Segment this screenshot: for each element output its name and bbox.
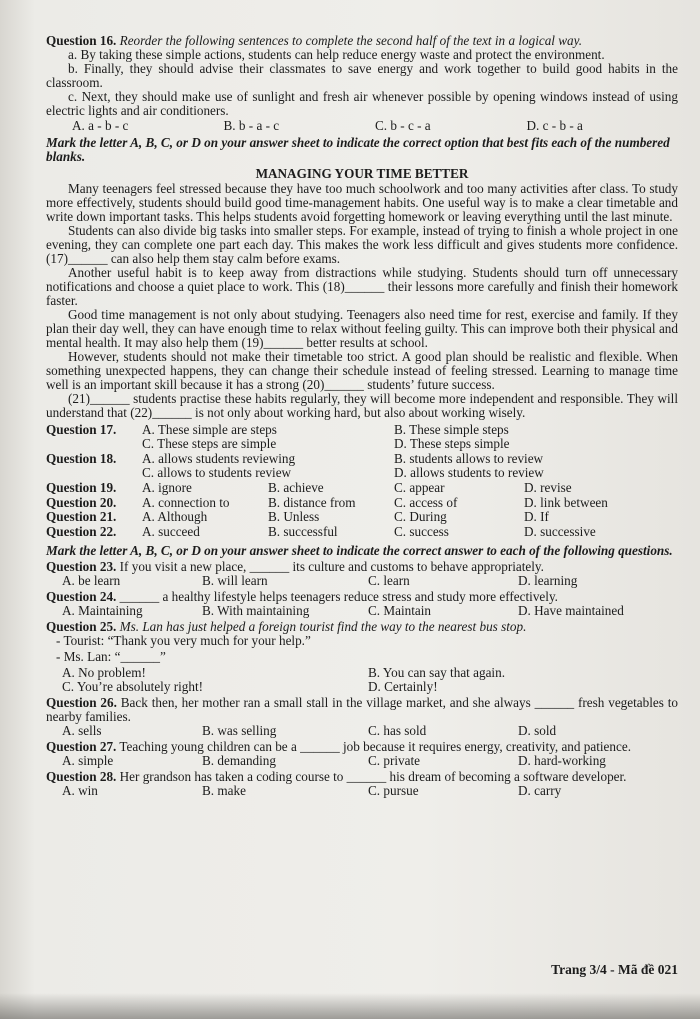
q19-option-c[interactable]: C. appear — [394, 479, 445, 495]
q18-option-c[interactable]: C. allows to students review — [142, 464, 292, 480]
passage-title: MANAGING YOUR TIME BETTER — [255, 165, 469, 181]
q16-heading — [46, 34, 678, 48]
q28-options — [46, 784, 678, 798]
q24-option-b[interactable]: B. With maintaining — [202, 603, 310, 619]
q16-instruction: Reorder the following sentences to complete the second half of the text in a logical way. — [119, 33, 583, 48]
q20-option-d[interactable]: D. link between — [524, 494, 608, 510]
q18-option-b[interactable]: B. students allows to review — [394, 450, 544, 466]
q23-option-b[interactable]: B. will learn — [202, 573, 268, 589]
q20-option-c[interactable]: C. access of — [394, 494, 458, 510]
q16-option-d[interactable]: D. c - b - a — [526, 117, 583, 133]
q28-option-d[interactable]: D. carry — [518, 783, 562, 799]
q19-option-b[interactable]: B. achieve — [268, 479, 324, 495]
instruction-questions: Mark the letter A, B, C, or D on your answer sheet to indicate the correct answer to each of the following questions. — [46, 543, 673, 559]
q26-label: Question 26. — [46, 695, 117, 711]
q24-option-a[interactable]: A. Maintaining — [62, 603, 143, 619]
q16-sentence-c: c. Next, they should make use of sunlight and fresh air whenever possible by opening windows instead of using electric lights and air conditioners. — [46, 88, 678, 118]
q25-label: Question 25. — [46, 619, 117, 635]
q23-text: If you visit a new place, ______ its culture and customs to behave appropriately. — [119, 559, 544, 575]
q17-block — [46, 423, 678, 451]
q28-stem — [46, 770, 678, 784]
q26-options — [46, 724, 678, 738]
passage-paragraph-1: Many teenagers feel stressed because they have too much schoolwork and too many activities after class. To study more effectively, students should build good time-management habits. One useful way is to make a clear timetable and write down important tasks. This helps students avoid forgetting homework or leaving everything until the last minute. — [46, 180, 678, 224]
q25-stem — [46, 620, 678, 634]
q17-label: Question 17. — [46, 421, 117, 437]
q21-option-b[interactable]: B. Unless — [268, 509, 320, 525]
q23-stem — [46, 560, 678, 574]
q18-label: Question 18. — [46, 450, 117, 466]
q20-option-b[interactable]: B. distance from — [268, 494, 356, 510]
q27-stem — [46, 740, 678, 754]
q16-option-c[interactable]: C. b - c - a — [375, 117, 431, 133]
q19-label: Question 19. — [46, 479, 117, 495]
q24-option-c[interactable]: C. Maintain — [368, 603, 432, 619]
q22-label: Question 22. — [46, 524, 117, 540]
q25-option-b[interactable]: B. You can say that again. — [368, 665, 505, 681]
q23-option-d[interactable]: D. learning — [518, 573, 578, 589]
q25-dialog-tourist: - Tourist: “Thank you very much for your help.” — [56, 633, 311, 649]
passage-paragraph-6: (21)______ students practise these habits regularly, they will become more independent and responsible. They will understand that (22)______ is not only about working hard, but also about working wisely. — [46, 390, 678, 420]
q27-option-d[interactable]: D. hard-working — [518, 753, 606, 769]
q24-stem — [46, 590, 678, 604]
q23-label: Question 23. — [46, 559, 117, 575]
passage-paragraph-4: Good time management is not only about studying. Teenagers also need time for rest, exercise and family. If they plan their day well, they can have enough time to relax without feeling guilty. This can improve both their physical and mental health. It may also help them (19)______ better results at school. — [46, 306, 678, 350]
q22-option-a[interactable]: A. succeed — [142, 524, 200, 540]
q24-label: Question 24. — [46, 589, 117, 605]
passage-paragraph-5: However, students should not make their timetable too strict. A good plan should be realistic and flexible. When something unexpected happens, they can change their schedule instead of feeling stressed. Learning to manage time well is an important skill because it has a strong (20)______ students’ future success. — [46, 348, 678, 392]
q28-text: Her grandson has taken a coding course to ______ his dream of becoming a software developer. — [119, 769, 627, 785]
q23-options — [46, 574, 678, 588]
q26-option-b[interactable]: B. was selling — [202, 723, 277, 739]
q20-block — [46, 496, 678, 510]
q18-block — [46, 452, 678, 480]
q26-option-d[interactable]: D. sold — [518, 723, 557, 739]
q24-option-d[interactable]: D. Have maintained — [518, 603, 624, 619]
q17-option-b[interactable]: B. These simple steps — [394, 421, 509, 437]
q25-option-c[interactable]: C. You’re absolutely right! — [62, 679, 204, 695]
q20-option-a[interactable]: A. connection to — [142, 494, 230, 510]
q21-option-d[interactable]: D. If — [524, 509, 549, 525]
q16-sentence-b: b. Finally, they should advise their classmates to save energy and work together to build good habits in the classroom. — [46, 60, 678, 90]
q22-option-b[interactable]: B. successful — [268, 524, 338, 540]
q28-option-b[interactable]: B. make — [202, 783, 246, 799]
q17-option-d[interactable]: D. These steps simple — [394, 435, 510, 451]
q19-option-a[interactable]: A. ignore — [142, 479, 192, 495]
q28-option-a[interactable]: A. win — [62, 783, 98, 799]
q18-option-d[interactable]: D. allows students to review — [394, 464, 544, 480]
q16-option-a[interactable]: A. a - b - c — [72, 117, 129, 133]
q16-options — [46, 119, 678, 133]
q26-option-c[interactable]: C. has sold — [368, 723, 427, 739]
q25-option-a[interactable]: A. No problem! — [62, 665, 146, 681]
q21-label: Question 21. — [46, 509, 117, 525]
q22-option-d[interactable]: D. successive — [524, 524, 596, 540]
q18-option-a[interactable]: A. allows students reviewing — [142, 450, 296, 466]
q27-text: Teaching young children can be a ______ job because it requires energy, creativity, and patience. — [119, 739, 632, 755]
q17-option-a[interactable]: A. These simple are steps — [142, 421, 277, 437]
q17-option-c[interactable]: C. These steps are simple — [142, 435, 277, 451]
q21-block — [46, 510, 678, 524]
q21-option-a[interactable]: A. Although — [142, 509, 208, 525]
q25-option-d[interactable]: D. Certainly! — [368, 679, 438, 695]
q25-text: Ms. Lan has just helped a foreign tourist find the way to the nearest bus stop. — [119, 619, 527, 635]
q25-dialog-lan: - Ms. Lan: “______” — [56, 649, 166, 665]
q23-option-c[interactable]: C. learn — [368, 573, 410, 589]
q20-label: Question 20. — [46, 494, 117, 510]
q26-option-a[interactable]: A. sells — [62, 723, 102, 739]
q22-option-c[interactable]: C. success — [394, 524, 449, 540]
q27-option-c[interactable]: C. private — [368, 753, 421, 769]
q25-options — [46, 666, 678, 694]
q24-options — [46, 604, 678, 618]
q27-option-b[interactable]: B. demanding — [202, 753, 276, 769]
page-footer: Trang 3/4 - Mã đề 021 — [551, 962, 678, 977]
q19-block — [46, 481, 678, 495]
instruction-blanks: Mark the letter A, B, C, or D on your answer sheet to indicate the correct option that best fits each of the numbered blanks. — [46, 134, 670, 164]
q24-text: ______ a healthy lifestyle helps teenagers reduce stress and study more effectively. — [119, 589, 558, 605]
q16-option-b[interactable]: B. b - a - c — [223, 117, 280, 133]
q27-options — [46, 754, 678, 768]
q26-text: Back then, her mother ran a small stall in the village market, and she always ______ fresh vegetables to nearby families. — [46, 695, 678, 725]
q16-label: Question 16. — [46, 33, 117, 48]
q26-stem — [46, 696, 678, 724]
q23-option-a[interactable]: A. be learn — [62, 573, 121, 589]
q22-block — [46, 525, 678, 539]
passage-paragraph-2: Students can also divide big tasks into smaller steps. For example, instead of trying to finish a whole project in one evening, they can complete one part each day. This makes the work less difficult and gives students more confidence. (17)______ can also help them stay calm before exams. — [46, 222, 678, 266]
q27-label: Question 27. — [46, 739, 117, 755]
q28-label: Question 28. — [46, 769, 117, 785]
passage-paragraph-3: Another useful habit is to keep away from distractions while studying. Students should turn off unnecessary notifications and choose a quiet place to work. This (18)______ their lessons more carefully and finish their homework faster. — [46, 264, 678, 308]
q21-option-c[interactable]: C. During — [394, 509, 447, 525]
q27-option-a[interactable]: A. simple — [62, 753, 114, 769]
q19-option-d[interactable]: D. revise — [524, 479, 572, 495]
q28-option-c[interactable]: C. pursue — [368, 783, 419, 799]
page-edge-shadow — [0, 993, 700, 1019]
q16-sentence-a: a. By taking these simple actions, students can help reduce energy waste and protect the environment. — [68, 46, 605, 62]
